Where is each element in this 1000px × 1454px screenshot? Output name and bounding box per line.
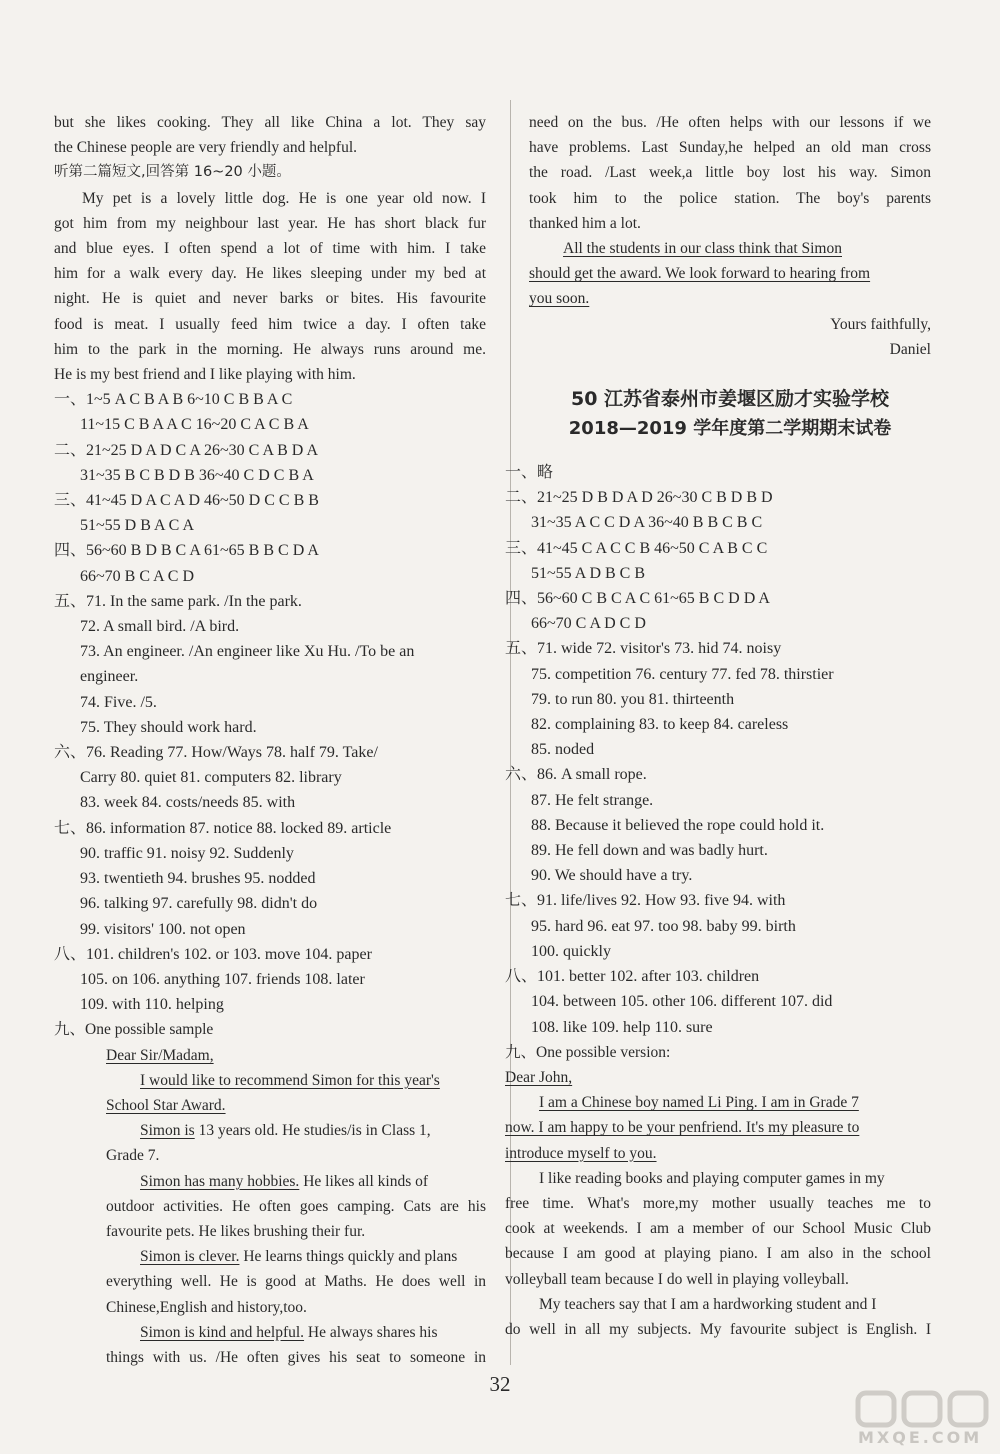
section-heading: 50 江苏省泰州市姜堰区励才实验学校: [570, 388, 890, 411]
answer-row: 51~55 A D B C B: [531, 564, 646, 582]
answer-row: 八、101. better 102. after 103. children: [505, 968, 760, 986]
passage-line: My pet is a lovely little dog. He is one year old now. I: [82, 189, 486, 207]
text-line: but she likes cooking. They all like China a lot. They say: [54, 114, 486, 131]
letter-line: everything well. He is good at Maths. He does well in: [106, 1273, 486, 1291]
answer-row: engineer.: [80, 668, 139, 686]
text-line: the Chinese people are very friendly and helpful.: [54, 139, 357, 157]
answer-row: 87. He felt strange.: [531, 791, 654, 809]
letter-line: should get the award. We look forward to hearing from: [529, 265, 871, 283]
left-column: [54, 110, 486, 1370]
section-subheading: 2018—2019 学年度第二学期期末试卷: [568, 418, 892, 440]
letter-line: do well in all my subjects. My favourite subject is English. I: [505, 1320, 931, 1338]
letter-closing: Yours faithfully,: [830, 315, 931, 333]
letter-line: Simon has many hobbies. He likes all kinds of: [140, 1172, 429, 1190]
answer-row: 105. on 106. anything 107. friends 108. later: [80, 970, 365, 988]
answer-row: 二、21~25 D A D C A 26~30 C A B D A: [54, 441, 319, 459]
answer-row: 96. talking 97. carefully 98. didn't do: [80, 895, 318, 913]
passage-line: him for a walk every day. He likes sleeping under my bed at: [54, 265, 486, 283]
letter-line: cook at weekends. I am a member of our School Music Club: [505, 1220, 931, 1238]
answer-row: 75. competition 76. century 77. fed 78. thirstier: [531, 665, 834, 683]
answer-row: 五、71. In the same park. /In the park.: [54, 592, 302, 610]
watermark-text: MXQE.COM: [858, 1428, 983, 1447]
letter-signature: Daniel: [889, 340, 931, 358]
passage-line: He is my best friend and I like playing with him.: [54, 366, 356, 384]
answer-row: 二、21~25 D B D A D 26~30 C B D B D: [505, 489, 773, 507]
answer-row: 95. hard 96. eat 97. too 98. baby 99. birth: [531, 917, 796, 935]
letter-line: Simon is kind and helpful. He always shares his: [140, 1323, 438, 1341]
answer-row: 90. We should have a try.: [531, 867, 693, 885]
listening-instruction: 听第二篇短文,回答第 16~20 小题。: [54, 164, 291, 181]
letter-line: I would like to recommend Simon for this year's: [140, 1071, 440, 1089]
passage-line: got him from my neighbour last year. He has short black fur: [54, 214, 486, 232]
letter-line: My teachers say that I am a hardworking student and I: [539, 1295, 877, 1313]
answer-row: 四、56~60 B D B C A 61~65 B B C D A: [54, 542, 319, 560]
answer-row: 七、86. information 87. notice 88. locked 89. article: [54, 819, 392, 837]
letter-line: volleyball team because I do well in playing volleyball.: [505, 1270, 849, 1288]
answer-row: 六、76. Reading 77. How/Ways 78. half 79. Take/: [54, 744, 378, 762]
answer-row: 八、101. children's 102. or 103. move 104. paper: [54, 945, 372, 963]
section-nine-label: 九、One possible sample: [54, 1021, 214, 1039]
answer-row: 90. traffic 91. noisy 92. Suddenly: [80, 844, 294, 862]
answer-row: 85. noded: [531, 741, 595, 759]
letter-line: now. I am happy to be your penfriend. It's my pleasure to: [505, 1119, 860, 1137]
passage-line: food is meat. I usually feed him twice a day. I often take: [54, 315, 486, 333]
letter-line: Simon is 13 years old. He studies/is in Class 1,: [140, 1122, 431, 1140]
letter-greeting: Dear John,: [505, 1068, 573, 1086]
answer-row: 66~70 B C A C D: [80, 567, 195, 585]
answer-row: 73. An engineer. /An engineer like Xu Hu. /To be an: [80, 643, 415, 661]
answer-row: 72. A small bird. /A bird.: [80, 618, 240, 636]
answer-row: 88. Because it believed the rope could hold it.: [531, 816, 825, 834]
letter-line: free time. What's more,my mother usually teaches me to: [505, 1194, 931, 1212]
letter-line: favourite pets. He likes brushing their fur.: [106, 1222, 366, 1240]
answer-row: 100. quickly: [531, 942, 611, 960]
letter-line: Grade 7.: [106, 1147, 160, 1165]
answer-row: 104. between 105. other 106. different 107. did: [531, 993, 833, 1011]
letter-line: School Star Award.: [106, 1096, 226, 1114]
answer-row: 79. to run 80. you 81. thirteenth: [531, 690, 735, 708]
answer-row: 83. week 84. costs/needs 85. with: [80, 794, 296, 812]
letter-line: outdoor activities. He often goes camping. Cats are his: [106, 1197, 486, 1215]
letter-line: I am a Chinese boy named Li Ping. I am in Grade 7: [539, 1094, 859, 1112]
answer-row: 93. twentieth 94. brushes 95. nodded: [80, 870, 316, 888]
letter-line: introduce myself to you.: [505, 1144, 657, 1162]
answer-row: 82. complaining 83. to keep 84. careless: [531, 716, 789, 734]
letter-line: you soon.: [529, 290, 590, 308]
letter-greeting: Dear Sir/Madam,: [106, 1046, 214, 1064]
answer-row: 31~35 A C C D A 36~40 B B C B C: [531, 514, 763, 532]
answer-row: 三、41~45 D A C A D 46~50 D C C B B: [54, 492, 319, 510]
letter-line: need on the bus. /He often helps with our lessons if we: [529, 114, 931, 131]
answer-row: 109. with 110. helping: [80, 996, 224, 1014]
letter-line: Chinese,English and history,too.: [106, 1298, 307, 1316]
passage-line: him to the park in the morning. He always runs around me.: [54, 340, 486, 358]
page-number: 32: [489, 1372, 511, 1396]
answer-row: 89. He fell down and was badly hurt.: [531, 842, 768, 860]
answer-row: 51~55 D B A C A: [80, 517, 195, 535]
passage-line: and blue eyes. I often spend a lot of time with him. I take: [54, 240, 486, 258]
right-column: [505, 110, 931, 1342]
passage-line: night. He is quiet and never barks or bites. His favourite: [54, 290, 486, 308]
answer-row: 74. Five. /5.: [80, 693, 157, 711]
answer-row: 31~35 B C B D B 36~40 C D C B A: [80, 466, 314, 484]
answer-row: 99. visitors' 100. not open: [80, 920, 246, 938]
letter-line: because I am good at playing piano. I am also in the school: [505, 1245, 931, 1263]
letter-line: the road. /Last week,a little boy lost his way. Simon: [529, 164, 931, 182]
answer-row: 六、86. A small rope.: [505, 766, 647, 784]
answer-row: 一、略: [505, 464, 554, 482]
answer-row: Carry 80. quiet 81. computers 82. library: [80, 769, 342, 787]
section-nine-label: 九、One possible version:: [505, 1043, 671, 1061]
letter-line: things with us. /He often gives his seat to someone in: [106, 1348, 486, 1366]
letter-line: Simon is clever. He learns things quickly and plans: [140, 1248, 458, 1266]
letter-line: thanked him a lot.: [529, 214, 641, 232]
letter-line: I like reading books and playing computer games in my: [539, 1169, 885, 1187]
answer-row: 七、91. life/lives 92. How 93. five 94. with: [505, 892, 786, 910]
answer-row: 五、71. wide 72. visitor's 73. hid 74. noisy: [505, 640, 782, 658]
answer-row: 三、41~45 C A C C B 46~50 C A B C C: [505, 539, 768, 557]
answer-row: 66~70 C A D C D: [531, 615, 646, 633]
answer-row: 11~15 C B A A C 16~20 C A C B A: [80, 416, 309, 434]
answer-row: 75. They should work hard.: [80, 718, 257, 736]
answer-row: 四、56~60 C B C A C 61~65 B C D D A: [505, 590, 770, 608]
answer-row: 一、1~5 A C B A B 6~10 C B B A C: [54, 391, 293, 409]
letter-line: All the students in our class think that Simon: [563, 240, 842, 258]
answer-row: 108. like 109. help 110. sure: [531, 1018, 713, 1036]
letter-line: have problems. Last Sunday,he helped an old man cross: [529, 139, 931, 157]
letter-line: took him to the police station. The boy's parents: [529, 189, 931, 207]
